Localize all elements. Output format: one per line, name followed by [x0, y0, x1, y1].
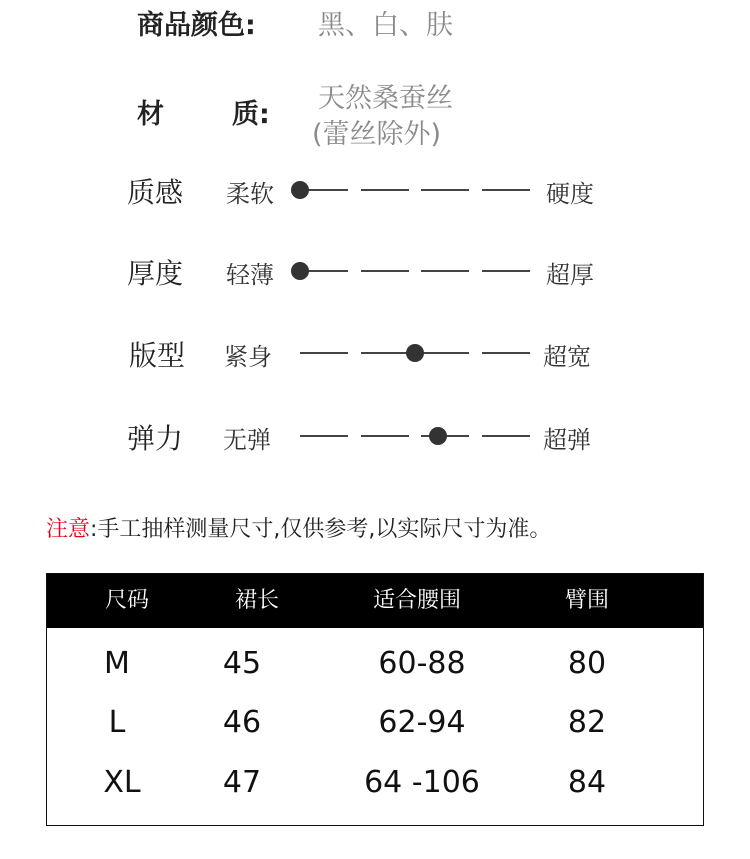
- cell-waist: 60-88: [378, 646, 466, 681]
- cell-waist: 64 -106: [364, 765, 480, 800]
- scale-marker: [291, 262, 309, 280]
- material-value-line1: 天然桑蚕丝: [318, 83, 453, 114]
- rating-label: 版型: [129, 339, 186, 372]
- scale-segment: [482, 270, 530, 272]
- header-waist: 适合腰围: [372, 588, 461, 613]
- scale-marker: [429, 427, 447, 445]
- material-label-b: 质:: [232, 99, 270, 130]
- color-label: 商品颜色:: [137, 10, 256, 41]
- rating-label: 厚度: [127, 257, 184, 290]
- cell-size: XL: [103, 765, 141, 800]
- scale-segment: [482, 189, 530, 191]
- header-size: 尺码: [104, 588, 149, 613]
- cell-arm: 82: [567, 705, 607, 740]
- rating-label: 质感: [127, 176, 184, 209]
- rating-right: 硬度: [546, 180, 594, 208]
- note-prefix: 注意: [46, 517, 91, 542]
- cell-length: 47: [222, 765, 262, 800]
- scale-marker: [406, 344, 424, 362]
- scale-segment: [482, 435, 530, 437]
- material-value-line2: (蕾丝除外): [312, 119, 442, 150]
- rating-right: 超弹: [543, 426, 591, 454]
- scale-segment: [421, 270, 469, 272]
- cell-arm: 84: [567, 765, 607, 800]
- rating-left: 紧身: [224, 343, 272, 371]
- cell-length: 45: [222, 646, 262, 681]
- scale-segment: [361, 270, 409, 272]
- cell-length: 46: [222, 705, 262, 740]
- scale-segment: [421, 189, 469, 191]
- cell-waist: 62-94: [378, 705, 466, 740]
- size-table: [46, 573, 704, 826]
- rating-label: 弹力: [127, 422, 184, 455]
- material-label-a: 材: [137, 99, 164, 130]
- header-length: 裙长: [234, 588, 279, 613]
- scale-segment: [361, 435, 409, 437]
- measure-note: [46, 512, 551, 543]
- rating-left: 柔软: [226, 180, 274, 208]
- table-header: [47, 574, 703, 628]
- rating-left: 轻薄: [226, 261, 274, 289]
- scale-segment: [300, 435, 348, 437]
- cell-arm: 80: [567, 646, 607, 681]
- header-arm: 臂围: [564, 588, 609, 613]
- scale-segment: [482, 352, 530, 354]
- rating-left: 无弹: [223, 426, 271, 454]
- rating-right: 超厚: [546, 261, 594, 289]
- rating-right: 超宽: [543, 343, 591, 371]
- cell-size: M: [104, 646, 130, 681]
- scale-segment: [361, 189, 409, 191]
- note-text: :手工抽样测量尺寸,仅供参考,以实际尺寸为准。: [90, 517, 552, 542]
- scale-segment: [421, 352, 469, 354]
- color-value: 黑、白、肤: [318, 10, 453, 41]
- cell-size: L: [108, 705, 126, 740]
- scale-marker: [291, 181, 309, 199]
- scale-segment: [361, 352, 409, 354]
- scale-segment: [300, 352, 348, 354]
